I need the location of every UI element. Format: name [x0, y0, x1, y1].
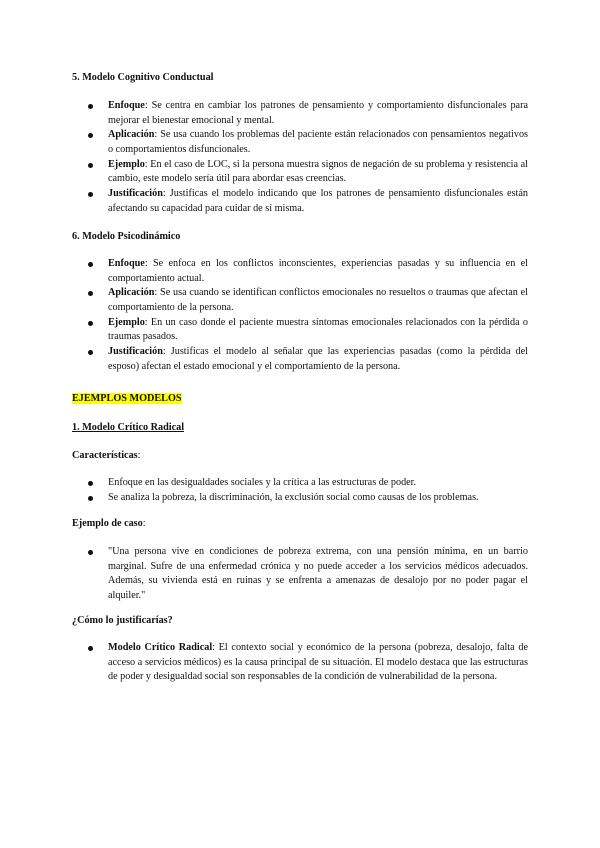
item-text: : Se usa cuando se identifican conflictos emocionales no resueltos o traumas que afectan el comportamiento de la persona. [108, 287, 528, 313]
features-colon: : [137, 450, 141, 461]
list-item [72, 128, 528, 157]
list-item [72, 345, 528, 374]
model-1-title: 1. Modelo Crítico Radical [72, 422, 185, 433]
item-term: Justificación [108, 346, 163, 358]
examples-heading: EJEMPLOS MODELOS [72, 393, 182, 404]
features-label-row [72, 449, 528, 464]
case-label: Ejemplo de caso [72, 518, 143, 529]
item-term: Enfoque [108, 100, 145, 111]
section-6-list [72, 257, 528, 375]
item-term: Justificación [108, 188, 163, 200]
item-term: Aplicación [108, 287, 155, 299]
item-text: : Justificas el modelo al señalar que las experiencias pasadas (como la pérdida del esposo) afectan el estado emocional y el comportamiento de la persona. [108, 346, 528, 372]
list-item [72, 641, 528, 685]
item-text: : Se centra en cambiar los patrones de pensamiento y comportamiento disfuncionales para mejorar el bienestar emocional y mental. [108, 100, 528, 126]
list-item: Enfoque en las desigualdades sociales y la crítica a las estructuras de poder. [72, 476, 528, 491]
item-term: Ejemplo [108, 316, 145, 328]
case-list [72, 545, 528, 603]
section-5-title: 5. Modelo Cognitivo Conductual [72, 72, 214, 83]
item-text: : Se usa cuando los problemas del paciente están relacionados con pensamientos negativos o comportamientos disfuncionales. [108, 129, 528, 155]
list-item: Se analiza la pobreza, la discriminación, la exclusión social como causas de los problemas. [72, 491, 528, 506]
features-label: Características [72, 450, 138, 461]
item-term: Ejemplo [108, 158, 145, 170]
item-text: : En un caso donde el paciente muestra síntomas emocionales relacionados con la pérdida o traumas pasados. [108, 316, 528, 343]
list-item [72, 316, 528, 345]
list-item [72, 187, 528, 216]
item-text: : Justificas el modelo indicando que los patrones de pensamiento disfuncionales están afectando su capacidad para cuidar de sí misma. [108, 188, 528, 214]
item-term: Enfoque [108, 258, 145, 269]
list-item [72, 158, 528, 187]
list-item [72, 99, 528, 128]
model-1-title-row [72, 421, 528, 436]
case-quote: "Una persona vive en condiciones de pobreza extrema, con una pensión mínima, en un barrio marginal. Sufre de una enfermedad crónica y no puede acceder a los servicios médicos adecuados. Además, su vivienda está en ruinas y se enfrenta a amenazas de desalojo por no poder pagar el alquiler." [72, 545, 528, 603]
justify-list [72, 641, 528, 685]
case-label-row [72, 517, 528, 532]
examples-heading-row [72, 392, 528, 407]
section-5-list [72, 99, 528, 217]
item-term: Aplicación [108, 129, 155, 141]
item-text: : En el caso de LOC, si la persona muestra signos de negación de su problema y resistencia al cambio, este modelo sería útil para abordar esas creencias. [108, 158, 528, 185]
list-item [72, 257, 528, 286]
features-list [72, 476, 528, 506]
item-text: : Se enfoca en los conflictos inconscientes, experiencias pasadas y su influencia en el comportamiento actual. [108, 258, 528, 284]
justify-question: ¿Cómo lo justificarías? [72, 615, 173, 626]
item-text: : El contexto social y económico de la persona (pobreza, desalojo, falta de acceso a servicios médicos) es la causa principal de su situación. El modelo destaca que las estructuras de poder y desigualdad social son responsables de la condición de vulnerabilidad de la persona. [108, 642, 528, 682]
item-term: Modelo Crítico Radical [108, 642, 213, 653]
section-6-title: 6. Modelo Psicodinámico [72, 231, 181, 242]
case-colon: : [142, 518, 146, 529]
list-item [72, 286, 528, 315]
